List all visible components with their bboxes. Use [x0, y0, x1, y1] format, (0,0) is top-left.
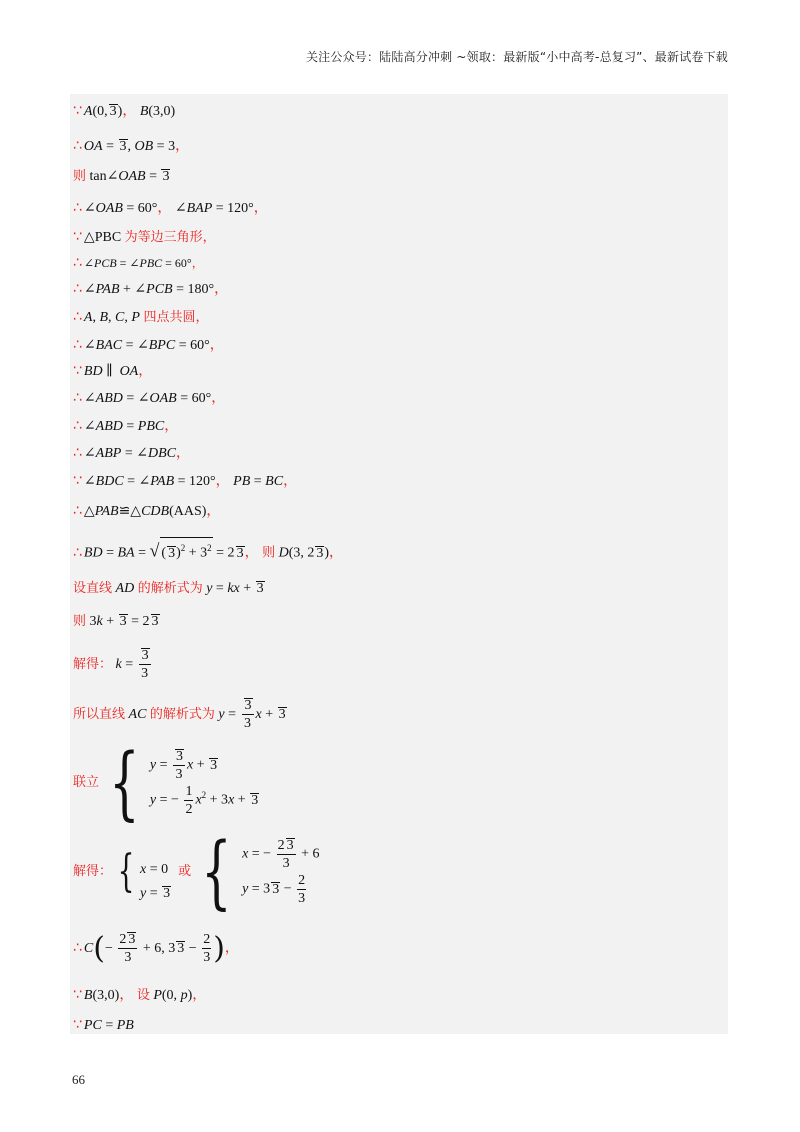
solution-line-15: ∴ △PAB≌△CDB(AAS)，: [73, 503, 221, 519]
solution-line-1: ∵ A(0, 3)， B(3,0): [73, 103, 176, 119]
solution-line-22: 解得： { x = 0 y = 3 或 { x = − $\frac{2 3}{3}$ + 6 y = 3 3 − $\frac{2}{3}$: [73, 825, 320, 918]
solution-line-2: ∴ OA = 3, OB = 3，: [73, 138, 190, 154]
solution-line-19: 解得： k = $\frac{3}{3}$: [73, 648, 149, 682]
solution-line-23: ∴ C(− $\frac{2 3}{3}$ + 6, 3 3 − $\frac{2}{3}$ )，: [73, 930, 239, 966]
solution-line-17: 设直线 AD 的解析式为 y = kx + 3: [73, 581, 264, 596]
solution-line-18: 则 3k + 3 = 2 3: [73, 614, 159, 629]
solution-line-13: ∴ ∠ABP = ∠DBC，: [73, 445, 190, 461]
solution-line-11: ∴ ∠ABD = ∠OAB = 60°，: [73, 390, 226, 406]
page-number: 66: [72, 1072, 85, 1087]
solution-line-4: ∴ ∠OAB = 60°， ∠BAP = 120°，: [73, 200, 268, 216]
solution-line-21: 联立 { y = $\frac{3}{3}$ x + 3 y = − $\frac{1}{2}$ $x^2 + 3x + 3$: [73, 736, 259, 829]
solution-line-7: ∴ ∠PAB + ∠PCB = 180°，: [73, 281, 229, 297]
solution-line-24: ∵ B(3,0)， 设 P(0, p)，: [73, 987, 207, 1003]
solution-line-25: ∵ PC = PB: [73, 1017, 134, 1033]
solution-line-10: ∵ BD ∥ OA，: [73, 363, 153, 379]
solution-line-20: 所以直线 AC 的解析式为 y = $\frac{3}{3}$ x + 3: [73, 698, 286, 732]
solution-line-16: ∴ BD = BA = √ ( $3)^2 + 3^2 = 2$ 3， 则 D(3, 2 3)，: [73, 537, 343, 564]
solution-line-8: ∴ A, B, C, P 四点共圆，: [73, 309, 209, 325]
solution-line-12: ∴ ∠ABD = PBC，: [73, 418, 179, 434]
solution-line-6: ∴ ∠PCB = ∠PBC = 60°，: [73, 255, 204, 271]
page-header: 关注公众号：陆陆高分冲刺 ~领取：最新版“小中高考-总复习”、最新试卷下载: [305, 50, 728, 64]
solution-line-5: ∵ △PBC 为等边三角形，: [73, 229, 216, 245]
solution-line-14: ∵ ∠BDC = ∠PAB = 120°， PB = BC，: [73, 473, 298, 489]
solution-line-9: ∴ ∠BAC = ∠BPC = 60°，: [73, 337, 224, 353]
solution-line-3: 则 tan∠OAB = 3: [73, 169, 170, 184]
